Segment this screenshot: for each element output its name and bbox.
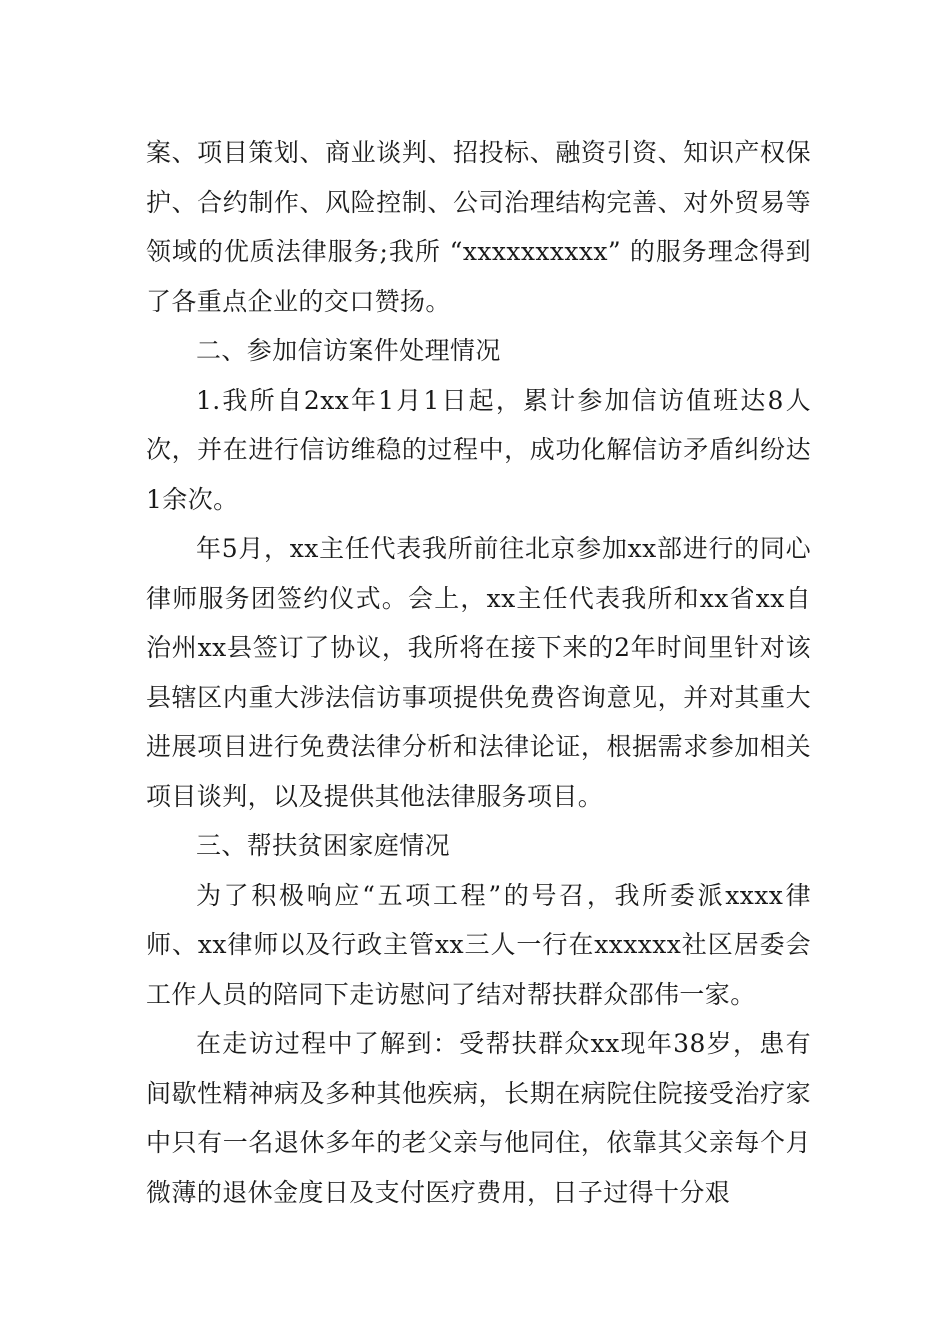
paragraph-five-projects: 为了积极响应“五项工程”的号召，我所委派xxxx律师、xx律师以及行政主管xx三人一行在xxxxxx社区居委会工作人员的陪同下走访慰问了结对帮扶群众邵伟一家。 xyxy=(146,880,811,1009)
heading-petition-cases: 二、参加信访案件处理情况 xyxy=(196,336,501,365)
paragraph-beijing-signing: 年5月，xx主任代表我所前往北京参加xx部进行的同心律师服务团签约仪式。会上，xx主任代表我所和xx省xx自治州xx县签订了协议，我所将在接下来的2年时间里针对该县辖区内重大涉法信访事项提供免费咨询意见，并对其重大进展项目进行免费法律分析和法律论证，根据需求参加相关项目谈判，以及提供其他法律服务项目。 xyxy=(146,534,811,811)
paragraph-visit-findings: 在走访过程中了解到：受帮扶群众xx现年38岁，患有间歇性精神病及多种其他疾病，长期在病院住院接受治疗家中只有一名退休多年的老父亲与他同住，依靠其父亲每个月微薄的退休金度日及支付医疗费用，日子过得十分艰 xyxy=(146,1029,811,1207)
document-body xyxy=(146,128,811,1217)
paragraph-services-continued: 案、项目策划、商业谈判、招投标、融资引资、知识产权保护、合约制作、风险控制、公司治理结构完善、对外贸易等领域的优质法律服务;我所 “xxxxxxxxxx” 的服务理念得到了各重点企业的交口赞扬。 xyxy=(146,138,811,316)
paragraph-petition-duty: 1.我所自2xx年1月1日起，累计参加信访值班达8人次，并在进行信访维稳的过程中，成功化解信访矛盾纠纷达1余次。 xyxy=(146,385,811,514)
heading-poverty-assistance: 三、帮扶贫困家庭情况 xyxy=(196,831,451,860)
